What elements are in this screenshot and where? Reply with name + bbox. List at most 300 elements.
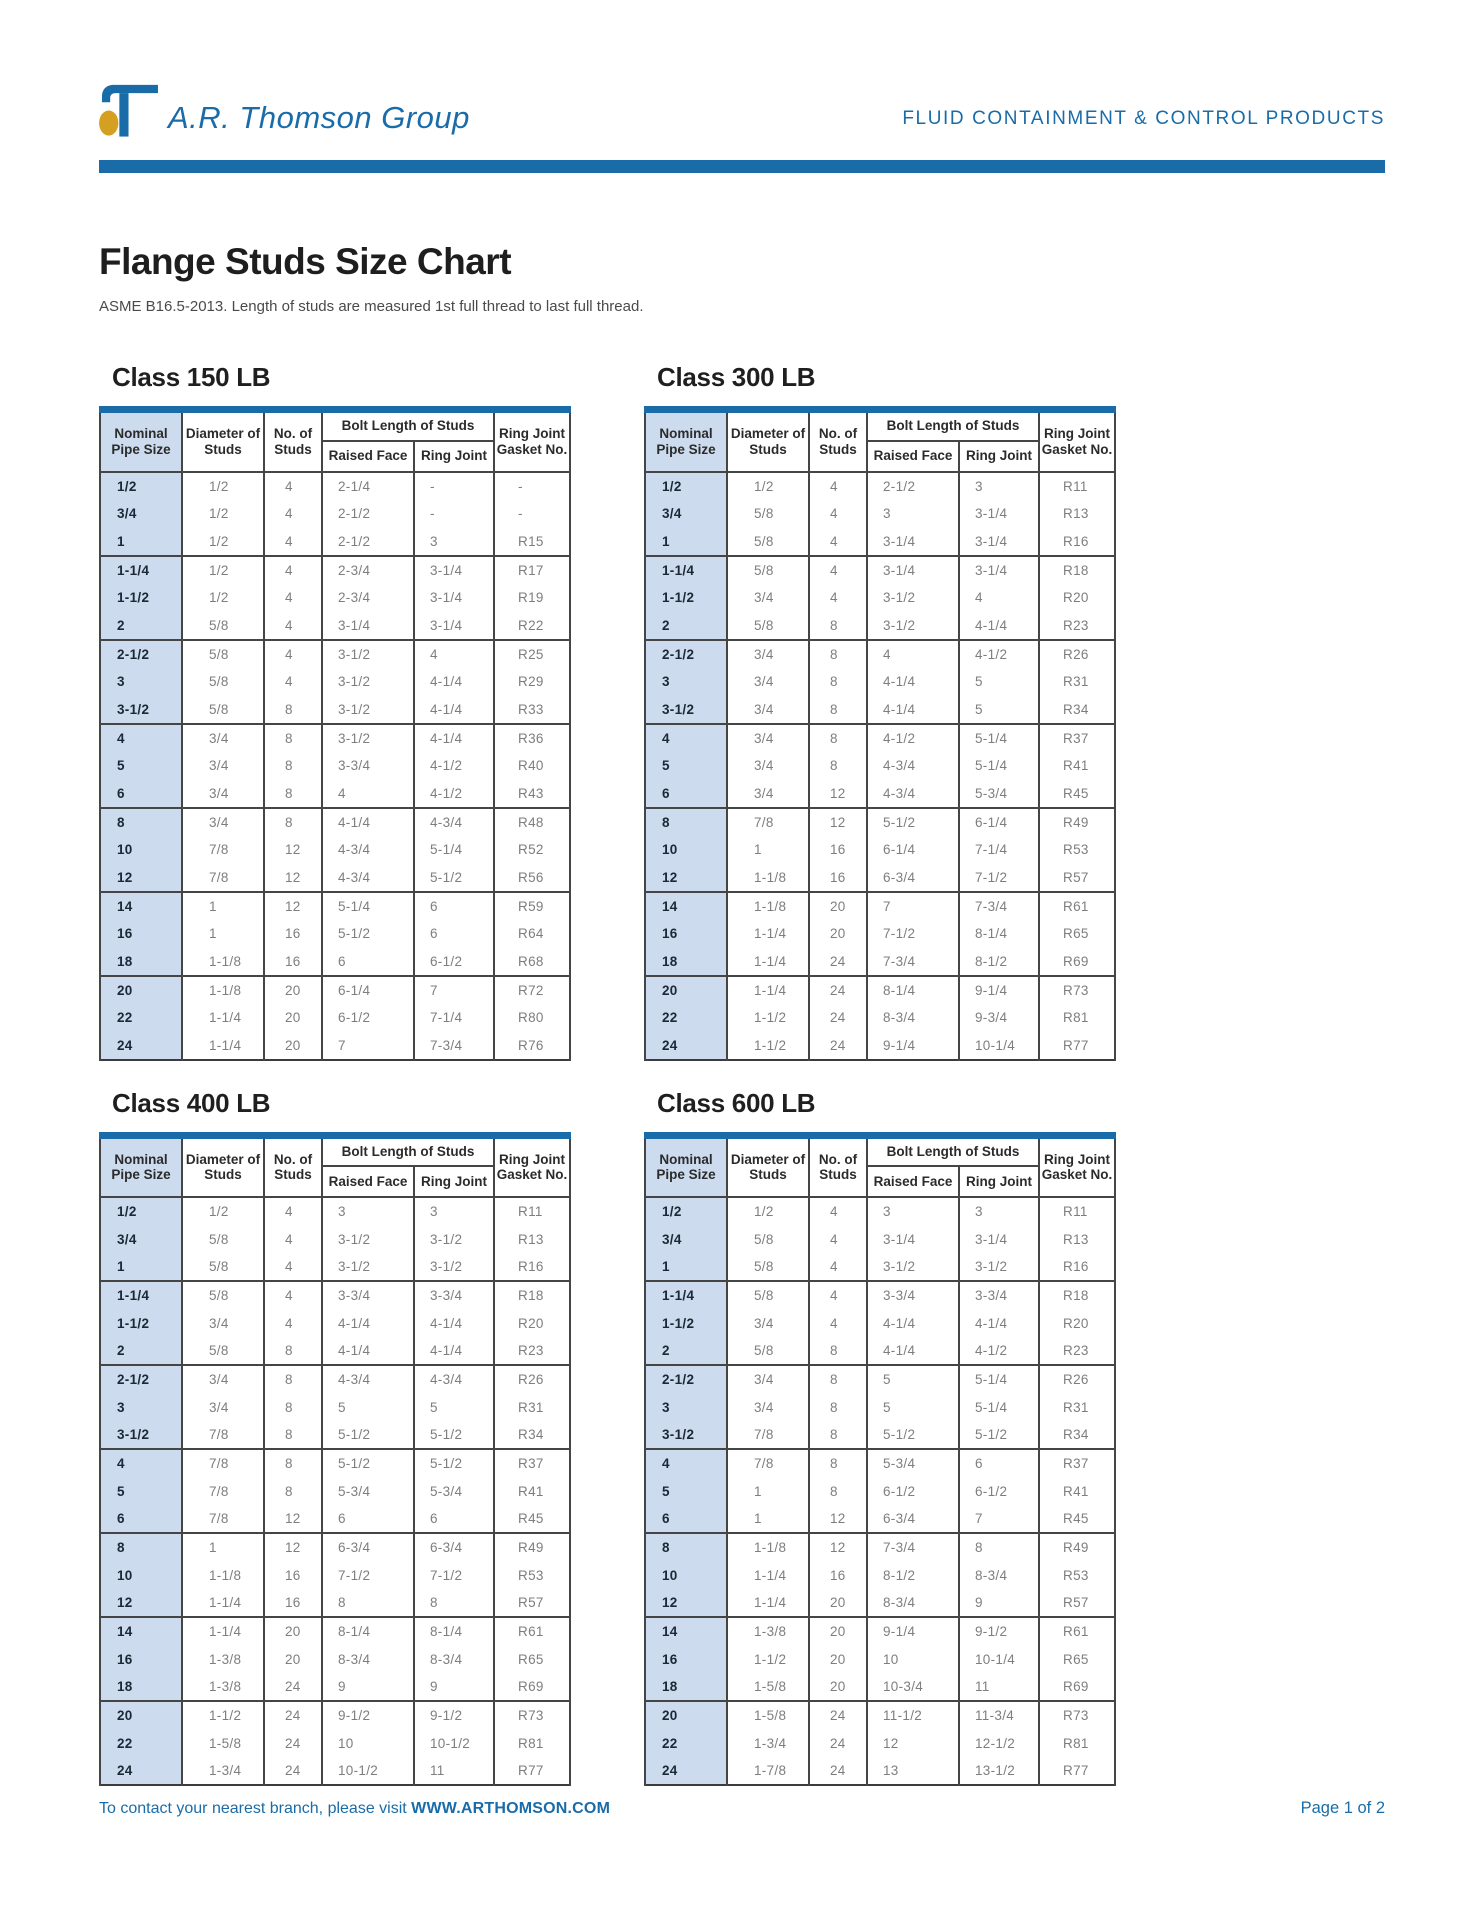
table-row xyxy=(645,892,1115,920)
value-cell: 4 xyxy=(414,640,494,668)
masthead xyxy=(99,0,1385,138)
pipe-size-cell: 3-1/2 xyxy=(100,1421,182,1449)
pipe-size-cell: 6 xyxy=(100,780,182,808)
pipe-size-cell: 16 xyxy=(100,920,182,948)
value-cell: 20 xyxy=(809,1645,867,1673)
class-300-table xyxy=(644,406,1116,1061)
value-cell: 5/8 xyxy=(182,640,264,668)
table-row xyxy=(100,556,570,584)
value-cell: 11 xyxy=(414,1757,494,1785)
col-header-diameter: Diameter of Studs xyxy=(182,410,264,472)
value-cell: 3-1/4 xyxy=(959,556,1039,584)
value-cell: 4 xyxy=(867,640,959,668)
pipe-size-cell: 1-1/2 xyxy=(100,584,182,612)
value-cell: 5/8 xyxy=(727,500,809,528)
value-cell: 5/8 xyxy=(182,1337,264,1365)
value-cell: 3-1/2 xyxy=(322,724,414,752)
pipe-size-cell: 18 xyxy=(100,948,182,976)
table-row xyxy=(100,1701,570,1729)
value-cell: 3-1/4 xyxy=(867,556,959,584)
value-cell: 1 xyxy=(182,892,264,920)
value-cell: 1-5/8 xyxy=(182,1729,264,1757)
pipe-size-cell: 5 xyxy=(100,1477,182,1505)
value-cell: 7/8 xyxy=(182,1421,264,1449)
col-header-diameter: Diameter of Studs xyxy=(727,410,809,472)
value-cell: 8-1/4 xyxy=(322,1617,414,1645)
table-row xyxy=(100,948,570,976)
value-cell: 8 xyxy=(322,1589,414,1617)
value-cell: - xyxy=(494,500,570,528)
pipe-size-cell: 5 xyxy=(100,752,182,780)
value-cell: 4 xyxy=(264,1309,322,1337)
table-row xyxy=(100,1253,570,1281)
value-cell: 1-3/8 xyxy=(182,1645,264,1673)
value-cell: 1-1/4 xyxy=(727,920,809,948)
value-cell: R53 xyxy=(494,1561,570,1589)
value-cell: R64 xyxy=(494,920,570,948)
col-header-diameter: Diameter of Studs xyxy=(182,1135,264,1197)
value-cell: 1/2 xyxy=(182,556,264,584)
value-cell: 4-1/2 xyxy=(414,752,494,780)
value-cell: 5/8 xyxy=(182,612,264,640)
section-class-300 xyxy=(644,362,1114,1061)
value-cell: 3-1/2 xyxy=(322,1225,414,1253)
value-cell: R77 xyxy=(494,1757,570,1785)
col-header-pipe-size: Nominal Pipe Size xyxy=(100,410,182,472)
value-cell: 1 xyxy=(727,1505,809,1533)
value-cell: 5-1/2 xyxy=(322,1421,414,1449)
pipe-size-cell: 4 xyxy=(645,1449,727,1477)
value-cell: 5-1/4 xyxy=(959,1365,1039,1393)
pipe-size-cell: 3-1/2 xyxy=(645,1421,727,1449)
value-cell: R25 xyxy=(494,640,570,668)
value-cell: 4-3/4 xyxy=(322,836,414,864)
value-cell: 1-1/2 xyxy=(727,1004,809,1032)
pipe-size-cell: 16 xyxy=(645,920,727,948)
value-cell: 8 xyxy=(809,1421,867,1449)
value-cell: R73 xyxy=(1039,1701,1115,1729)
value-cell: R41 xyxy=(494,1477,570,1505)
value-cell: 1/2 xyxy=(727,1197,809,1225)
value-cell: 9 xyxy=(414,1673,494,1701)
value-cell: 1/2 xyxy=(727,472,809,500)
value-cell: 4-1/4 xyxy=(414,668,494,696)
class-150-heading: Class 150 LB xyxy=(112,362,271,392)
value-cell: 16 xyxy=(264,920,322,948)
value-cell: 12 xyxy=(264,892,322,920)
pipe-size-cell: 2-1/2 xyxy=(100,640,182,668)
value-cell: 20 xyxy=(809,920,867,948)
table-row xyxy=(100,612,570,640)
value-cell: 5/8 xyxy=(182,1253,264,1281)
pipe-size-cell: 3 xyxy=(645,1393,727,1421)
value-cell: R72 xyxy=(494,976,570,1004)
table-row xyxy=(100,1729,570,1757)
table-row xyxy=(645,1449,1115,1477)
value-cell: 3-1/2 xyxy=(414,1253,494,1281)
pipe-size-cell: 14 xyxy=(100,1617,182,1645)
value-cell: 20 xyxy=(264,1617,322,1645)
col-header-gasket-no: Ring Joint Gasket No. xyxy=(494,1135,570,1197)
value-cell: 7/8 xyxy=(727,1449,809,1477)
value-cell: 12 xyxy=(809,808,867,836)
value-cell: R13 xyxy=(1039,1225,1115,1253)
value-cell: 1-1/4 xyxy=(727,976,809,1004)
value-cell: 4-1/4 xyxy=(414,1337,494,1365)
value-cell: 3 xyxy=(322,1197,414,1225)
pipe-size-cell: 1/2 xyxy=(100,472,182,500)
value-cell: 3-1/2 xyxy=(322,696,414,724)
value-cell: 1-3/4 xyxy=(727,1729,809,1757)
table-body xyxy=(645,472,1115,1060)
value-cell: 9 xyxy=(959,1589,1039,1617)
value-cell: 12 xyxy=(809,780,867,808)
pipe-size-cell: 6 xyxy=(645,1505,727,1533)
table-row xyxy=(645,500,1115,528)
value-cell: 7/8 xyxy=(182,864,264,892)
value-cell: 8 xyxy=(264,752,322,780)
value-cell: R34 xyxy=(1039,1421,1115,1449)
table-row xyxy=(645,780,1115,808)
value-cell: 1-1/8 xyxy=(182,1561,264,1589)
value-cell: 8 xyxy=(264,1337,322,1365)
table-body xyxy=(100,472,570,1060)
pipe-size-cell: 1-1/4 xyxy=(645,1281,727,1309)
value-cell: 5-3/4 xyxy=(867,1449,959,1477)
value-cell: 20 xyxy=(809,1617,867,1645)
value-cell: 9-1/2 xyxy=(414,1701,494,1729)
value-cell: R65 xyxy=(1039,920,1115,948)
value-cell: R20 xyxy=(1039,1309,1115,1337)
value-cell: 24 xyxy=(264,1729,322,1757)
value-cell: 3-1/2 xyxy=(867,584,959,612)
value-cell: R26 xyxy=(1039,1365,1115,1393)
table-row xyxy=(645,1309,1115,1337)
value-cell: 3/4 xyxy=(727,1365,809,1393)
value-cell: R73 xyxy=(494,1701,570,1729)
pipe-size-cell: 5 xyxy=(645,752,727,780)
value-cell: R80 xyxy=(494,1004,570,1032)
value-cell: 1-1/4 xyxy=(727,1561,809,1589)
value-cell: 10-1/2 xyxy=(414,1729,494,1757)
value-cell: 3-1/4 xyxy=(959,500,1039,528)
pipe-size-cell: 1-1/4 xyxy=(100,1281,182,1309)
value-cell: 5/8 xyxy=(727,1337,809,1365)
pipe-size-cell: 16 xyxy=(100,1645,182,1673)
value-cell: 16 xyxy=(264,1589,322,1617)
value-cell: 3 xyxy=(867,500,959,528)
value-cell: 5/8 xyxy=(727,1281,809,1309)
value-cell: R37 xyxy=(494,1449,570,1477)
value-cell: 12 xyxy=(809,1505,867,1533)
value-cell: 4 xyxy=(264,640,322,668)
pipe-size-cell: 5 xyxy=(645,1477,727,1505)
pipe-size-cell: 1-1/4 xyxy=(645,556,727,584)
company-tagline: FLUID CONTAINMENT & CONTROL PRODUCTS xyxy=(902,108,1385,129)
value-cell: R57 xyxy=(1039,864,1115,892)
value-cell: R29 xyxy=(494,668,570,696)
value-cell: 2-1/2 xyxy=(867,472,959,500)
table-row xyxy=(100,1673,570,1701)
table-row xyxy=(645,752,1115,780)
value-cell: 8 xyxy=(264,696,322,724)
value-cell: 8 xyxy=(809,612,867,640)
page-number: Page 1 of 2 xyxy=(1300,1799,1385,1817)
value-cell: 7-1/2 xyxy=(414,1561,494,1589)
value-cell: 4-1/4 xyxy=(959,1309,1039,1337)
value-cell: R69 xyxy=(1039,948,1115,976)
value-cell: R81 xyxy=(1039,1004,1115,1032)
table-row xyxy=(100,1477,570,1505)
header-divider-bar xyxy=(99,160,1385,173)
value-cell: 1-1/8 xyxy=(182,948,264,976)
value-cell: 10-1/2 xyxy=(322,1757,414,1785)
value-cell: 6 xyxy=(414,892,494,920)
value-cell: 3-1/2 xyxy=(959,1253,1039,1281)
col-header-bolt-length: Bolt Length of Studs xyxy=(867,410,1039,441)
table-row xyxy=(645,696,1115,724)
value-cell: 1-7/8 xyxy=(727,1757,809,1785)
col-header-bolt-length: Bolt Length of Studs xyxy=(322,410,494,441)
pipe-size-cell: 24 xyxy=(100,1757,182,1785)
company-name: A.R. Thomson Group xyxy=(168,100,470,135)
table-row xyxy=(100,920,570,948)
page-title: Flange Studs Size Chart xyxy=(99,241,512,282)
pipe-size-cell: 1 xyxy=(100,1253,182,1281)
value-cell: 5-1/4 xyxy=(959,724,1039,752)
pipe-size-cell: 24 xyxy=(645,1757,727,1785)
value-cell: 3/4 xyxy=(727,752,809,780)
pipe-size-cell: 1-1/2 xyxy=(100,1309,182,1337)
value-cell: 5 xyxy=(959,668,1039,696)
value-cell: 12 xyxy=(264,864,322,892)
pipe-size-cell: 6 xyxy=(100,1505,182,1533)
value-cell: 8 xyxy=(809,640,867,668)
value-cell: 1/2 xyxy=(182,528,264,556)
value-cell: R52 xyxy=(494,836,570,864)
value-cell: 1/2 xyxy=(182,1197,264,1225)
value-cell: R68 xyxy=(494,948,570,976)
section-class-150 xyxy=(99,362,569,1061)
value-cell: R31 xyxy=(494,1393,570,1421)
value-cell: 7 xyxy=(322,1032,414,1060)
value-cell: 9-1/4 xyxy=(959,976,1039,1004)
value-cell: 12 xyxy=(264,836,322,864)
value-cell: 4-1/4 xyxy=(867,1309,959,1337)
value-cell: 24 xyxy=(809,948,867,976)
value-cell: 3/4 xyxy=(727,640,809,668)
value-cell: 8 xyxy=(809,1337,867,1365)
value-cell: 1-1/4 xyxy=(182,1032,264,1060)
pipe-size-cell: 10 xyxy=(645,1561,727,1589)
table-row xyxy=(100,892,570,920)
value-cell: 9-1/2 xyxy=(959,1617,1039,1645)
table-row xyxy=(100,864,570,892)
value-cell: 4 xyxy=(264,528,322,556)
value-cell: 3/4 xyxy=(727,1309,809,1337)
pipe-size-cell: 14 xyxy=(645,1617,727,1645)
value-cell: 11-1/2 xyxy=(867,1701,959,1729)
table-row xyxy=(645,1197,1115,1225)
value-cell: 16 xyxy=(809,836,867,864)
table-row xyxy=(645,1561,1115,1589)
value-cell: R20 xyxy=(1039,584,1115,612)
value-cell: 3/4 xyxy=(727,724,809,752)
value-cell: R57 xyxy=(494,1589,570,1617)
pipe-size-cell: 14 xyxy=(100,892,182,920)
value-cell: 5/8 xyxy=(727,612,809,640)
class-600-heading: Class 600 LB xyxy=(657,1087,816,1118)
value-cell: R57 xyxy=(1039,1589,1115,1617)
value-cell: R73 xyxy=(1039,976,1115,1004)
value-cell: 12 xyxy=(264,1533,322,1561)
pipe-size-cell: 18 xyxy=(645,948,727,976)
pipe-size-cell: 10 xyxy=(645,836,727,864)
value-cell: 7-1/2 xyxy=(867,920,959,948)
table-row xyxy=(645,808,1115,836)
value-cell: R65 xyxy=(1039,1645,1115,1673)
table-row xyxy=(645,920,1115,948)
value-cell: 5-3/4 xyxy=(322,1477,414,1505)
value-cell: 16 xyxy=(264,948,322,976)
pipe-size-cell: 12 xyxy=(645,864,727,892)
value-cell: 3-1/4 xyxy=(867,1225,959,1253)
value-cell: 6 xyxy=(414,920,494,948)
pipe-size-cell: 18 xyxy=(645,1673,727,1701)
col-header-gasket-no: Ring Joint Gasket No. xyxy=(1039,410,1115,472)
value-cell: 4-1/4 xyxy=(322,1337,414,1365)
value-cell: R48 xyxy=(494,808,570,836)
pipe-size-cell: 12 xyxy=(100,864,182,892)
footer-contact xyxy=(99,1800,610,1818)
value-cell: 8-3/4 xyxy=(322,1645,414,1673)
pipe-size-cell: 3 xyxy=(645,668,727,696)
value-cell: R33 xyxy=(494,696,570,724)
value-cell: 1-3/8 xyxy=(182,1673,264,1701)
value-cell: 5-1/2 xyxy=(959,1421,1039,1449)
value-cell: 8 xyxy=(264,780,322,808)
table-row xyxy=(100,1421,570,1449)
table-header xyxy=(645,1135,1115,1197)
value-cell: 1-5/8 xyxy=(727,1701,809,1729)
value-cell: 1/2 xyxy=(182,584,264,612)
value-cell: 6 xyxy=(959,1449,1039,1477)
pipe-size-cell: 8 xyxy=(645,808,727,836)
value-cell: 8 xyxy=(809,752,867,780)
pipe-size-cell: 2-1/2 xyxy=(645,1365,727,1393)
value-cell: 1-1/8 xyxy=(727,892,809,920)
value-cell: 3/4 xyxy=(727,668,809,696)
value-cell: 7-3/4 xyxy=(414,1032,494,1060)
value-cell: 3/4 xyxy=(182,724,264,752)
value-cell: 20 xyxy=(264,1645,322,1673)
value-cell: 3-1/2 xyxy=(414,1225,494,1253)
value-cell: 3-1/4 xyxy=(414,584,494,612)
pipe-size-cell: 3 xyxy=(100,1393,182,1421)
pipe-size-cell: 3 xyxy=(100,668,182,696)
value-cell: 10 xyxy=(867,1645,959,1673)
table-row xyxy=(645,1505,1115,1533)
value-cell: R13 xyxy=(494,1225,570,1253)
table-row xyxy=(645,1337,1115,1365)
value-cell: 5-1/4 xyxy=(959,752,1039,780)
col-header-pipe-size: Nominal Pipe Size xyxy=(645,1135,727,1197)
table-row xyxy=(100,1032,570,1060)
col-header-diameter: Diameter of Studs xyxy=(727,1135,809,1197)
value-cell: R61 xyxy=(1039,892,1115,920)
table-row xyxy=(100,584,570,612)
value-cell: 5 xyxy=(414,1393,494,1421)
value-cell: 24 xyxy=(264,1701,322,1729)
value-cell: 13 xyxy=(867,1757,959,1785)
website-link[interactable]: WWW.ARTHOMSON.COM xyxy=(411,1800,611,1817)
value-cell: 20 xyxy=(809,892,867,920)
value-cell: 3 xyxy=(414,1197,494,1225)
value-cell: R31 xyxy=(1039,668,1115,696)
pipe-size-cell: 20 xyxy=(100,976,182,1004)
value-cell: 6 xyxy=(322,948,414,976)
value-cell: R56 xyxy=(494,864,570,892)
value-cell: 9-1/2 xyxy=(322,1701,414,1729)
value-cell: R65 xyxy=(494,1645,570,1673)
table-row xyxy=(645,724,1115,752)
value-cell: 8 xyxy=(414,1589,494,1617)
value-cell: 4-1/2 xyxy=(867,724,959,752)
value-cell: 4 xyxy=(264,1253,322,1281)
pipe-size-cell: 1 xyxy=(645,528,727,556)
value-cell: 5-1/2 xyxy=(414,1421,494,1449)
value-cell: 8 xyxy=(264,1365,322,1393)
value-cell: 16 xyxy=(809,864,867,892)
value-cell: 24 xyxy=(264,1673,322,1701)
table-row xyxy=(100,1365,570,1393)
value-cell: 6-1/2 xyxy=(867,1477,959,1505)
value-cell: 8 xyxy=(264,1393,322,1421)
value-cell: 5-1/4 xyxy=(959,1393,1039,1421)
page-subtitle: ASME B16.5-2013. Length of studs are measured 1st full thread to last full thread. xyxy=(99,298,644,315)
value-cell: 1-1/2 xyxy=(182,1701,264,1729)
value-cell: 4 xyxy=(264,1225,322,1253)
value-cell: R49 xyxy=(1039,1533,1115,1561)
tables-row-top xyxy=(99,362,1385,1061)
value-cell: 12 xyxy=(809,1533,867,1561)
table-row xyxy=(100,1337,570,1365)
table-row xyxy=(645,1533,1115,1561)
pipe-size-cell: 10 xyxy=(100,1561,182,1589)
pipe-size-cell: 20 xyxy=(645,1701,727,1729)
value-cell: 1 xyxy=(182,1533,264,1561)
value-cell: 7/8 xyxy=(182,1505,264,1533)
col-header-ring-joint: Ring Joint xyxy=(959,1166,1039,1197)
value-cell: 8 xyxy=(809,1477,867,1505)
class-400-heading: Class 400 LB xyxy=(112,1087,271,1118)
value-cell: 11-3/4 xyxy=(959,1701,1039,1729)
value-cell: R11 xyxy=(1039,1197,1115,1225)
value-cell: 4-1/4 xyxy=(867,1337,959,1365)
table-row xyxy=(100,1281,570,1309)
value-cell: R11 xyxy=(1039,472,1115,500)
col-header-raised-face: Raised Face xyxy=(322,1166,414,1197)
value-cell: 6-1/4 xyxy=(867,836,959,864)
table-row xyxy=(100,724,570,752)
value-cell: 7 xyxy=(959,1505,1039,1533)
value-cell: 9 xyxy=(322,1673,414,1701)
value-cell: 9-1/4 xyxy=(867,1032,959,1060)
table-row xyxy=(100,1533,570,1561)
pipe-size-cell: 2 xyxy=(645,1337,727,1365)
value-cell: 7/8 xyxy=(182,836,264,864)
value-cell: 1-1/4 xyxy=(182,1589,264,1617)
